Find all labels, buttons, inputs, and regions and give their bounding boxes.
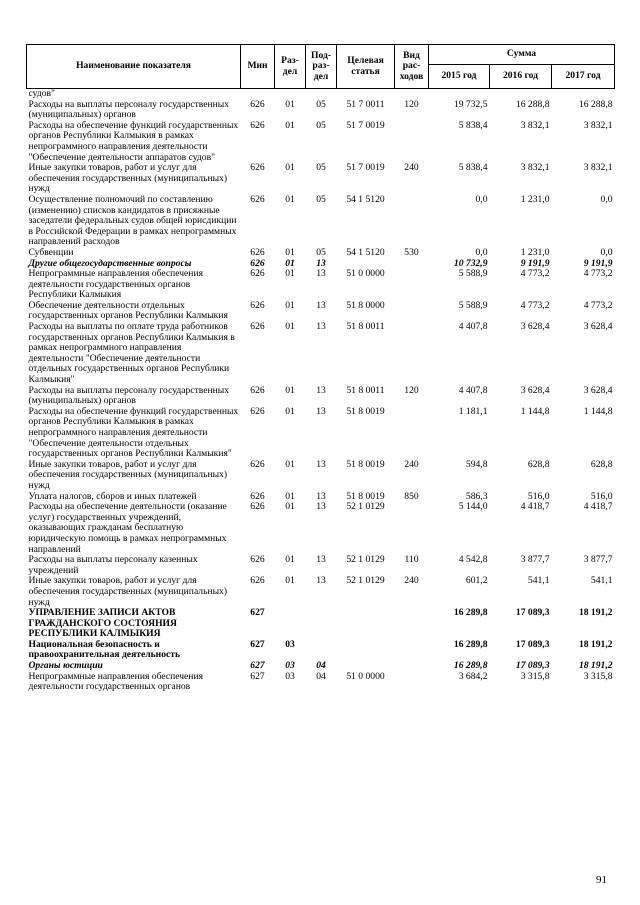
row-expense-type: 530	[404, 246, 419, 258]
row-ministry: 626	[250, 268, 265, 280]
row-sum-2017: 3 832,1	[583, 162, 613, 174]
row-sum-2016: 4 418,7	[520, 501, 550, 513]
row-target-item: 51 7 0019	[346, 162, 385, 174]
row-ministry: 626	[250, 575, 265, 587]
row-expense-type	[395, 259, 429, 270]
row-name: Уплата налогов, сборов и иных платежей	[28, 490, 197, 502]
row-sum-2016: 17 089,3	[515, 607, 550, 619]
row-expense-type	[395, 661, 429, 672]
row-sum-2017: 3 315,8	[583, 670, 613, 682]
row-ministry: 626	[250, 490, 265, 502]
row-sum-2016: 17 089,3	[515, 660, 550, 672]
row-sum-2015: 16 289,8	[453, 607, 488, 619]
row-sum-2016: 1 144,8	[520, 405, 550, 417]
row-subsection: 13	[316, 490, 326, 502]
row-name: Расходы на обеспечение функций государственных органов Республики Калмыкия в рамках непрограммного направления деятельности "Обеспечение деятельности аппаратов судов"	[28, 119, 239, 163]
table-row	[27, 608, 615, 640]
row-ministry: 626	[250, 299, 265, 311]
row-section: 01	[285, 119, 295, 131]
row-ministry: 626	[250, 98, 265, 110]
row-section: 01	[285, 246, 295, 258]
row-subsection: 05	[316, 119, 326, 131]
row-sum-2017: 516,0	[590, 490, 613, 502]
row-subsection: 04	[316, 670, 326, 682]
header-target-item: Целевая статья	[337, 45, 395, 89]
row-ministry: 626	[250, 119, 265, 131]
row-sum-2015: 16 289,8	[453, 638, 488, 650]
row-section: 01	[285, 405, 295, 417]
row-section	[275, 89, 306, 100]
budget-table	[26, 44, 615, 693]
row-target-item: 51 0 0000	[346, 670, 385, 682]
row-subsection: 05	[316, 193, 326, 205]
row-subsection: 13	[316, 268, 326, 280]
row-section: 01	[285, 268, 295, 280]
table-row	[27, 248, 615, 259]
row-sum-2016: 16 288,8	[515, 98, 550, 110]
row-sum-2016: 3 315,8	[520, 670, 550, 682]
row-sum-2015: 5 838,4	[458, 162, 488, 174]
row-section: 01	[285, 501, 295, 513]
row-sum-2015: 0,0	[475, 246, 488, 258]
row-name: Непрограммные направления обеспечения деятельности государственных органов Республики Калмыкия	[28, 268, 203, 301]
row-name: Другие общегосударственные вопросы	[28, 257, 192, 269]
row-target-item: 52 1 0129	[346, 501, 385, 513]
row-expense-type: 110	[404, 554, 419, 566]
row-ministry: 626	[250, 257, 265, 269]
row-expense-type	[395, 89, 429, 100]
header-sum: Сумма	[429, 45, 615, 65]
row-subsection	[306, 89, 337, 100]
row-sum-2016: 541,1	[527, 575, 550, 587]
row-sum-2015: 3 684,2	[458, 670, 488, 682]
row-sum-2015: 5 588,9	[458, 299, 488, 311]
row-sum-2017: 4 773,2	[583, 268, 613, 280]
table-row	[27, 269, 615, 301]
row-sum-2017: 541,1	[590, 575, 613, 587]
row-sum-2016: 3 877,7	[520, 554, 550, 566]
row-sum-2017: 9 191,9	[583, 257, 613, 269]
header-year-2016: 2016 год	[490, 65, 552, 89]
row-expense-type	[395, 502, 429, 555]
row-sum-2015: 0,0	[475, 193, 488, 205]
row-sum-2015: 10 732,9	[453, 257, 488, 269]
row-sum-2015: 1 181,1	[458, 405, 488, 417]
header-min: Мин	[241, 45, 275, 89]
row-sum-2016: 3 628,4	[520, 321, 550, 333]
row-sum-2015: 586,3	[465, 490, 488, 502]
row-expense-type: 850	[404, 490, 419, 502]
row-name: Расходы на выплаты персоналу государственных (муниципальных) органов	[28, 384, 230, 407]
row-section: 03	[285, 638, 295, 650]
row-target-item: 52 1 0129	[346, 554, 385, 566]
row-name: Расходы на выплаты по оплате труда работников государственных органов Республики Калмыкия в рамках непрограммного направления деятельности "Обеспечение деятельности отдельных государственных органов Республики Калмыкия"	[28, 321, 235, 386]
row-sum-2016: 628,8	[527, 458, 550, 470]
row-subsection: 04	[316, 660, 326, 672]
row-expense-type: 240	[404, 162, 419, 174]
row-target-item: 51 7 0019	[346, 119, 385, 131]
row-expense-type: 120	[404, 384, 419, 396]
row-section: 03	[285, 660, 295, 672]
row-sum-2016: 1 231,0	[520, 193, 550, 205]
table-row	[27, 100, 615, 121]
row-subsection: 13	[316, 405, 326, 417]
row-sum-2017: 4 773,2	[583, 299, 613, 311]
row-sum-2016: 4 773,2	[520, 299, 550, 311]
row-sum-2017: 3 628,4	[583, 321, 613, 333]
table-row	[27, 386, 615, 407]
header-podrazdel: Под- раз- дел	[306, 45, 337, 89]
row-section: 01	[285, 98, 295, 110]
row-expense-type	[395, 322, 429, 386]
row-name: Обеспечение деятельности отдельных государственных органов Республики Калмыкия	[28, 299, 228, 322]
table-row	[27, 640, 615, 661]
row-sum-2017: 4 418,7	[583, 501, 613, 513]
header-expense-type: Вид рас- ходов	[395, 45, 429, 89]
row-name: Иные закупки товаров, работ и услуг для обеспечения государственных (муниципальных) нужд	[28, 458, 228, 491]
row-section: 01	[285, 384, 295, 396]
row-ministry: 626	[250, 246, 265, 258]
row-target-item: 51 8 0011	[346, 384, 385, 396]
row-ministry: 626	[250, 458, 265, 470]
row-sum-2017: 3 832,1	[583, 119, 613, 131]
table-row	[27, 576, 615, 608]
row-ministry: 626	[250, 321, 265, 333]
row-section: 01	[285, 458, 295, 470]
table-row	[27, 301, 615, 322]
row-expense-type	[395, 301, 429, 322]
table-row	[27, 672, 615, 693]
row-section: 01	[285, 257, 295, 269]
row-section: 01	[285, 193, 295, 205]
row-target-item: 51 8 0019	[346, 405, 385, 417]
row-target-item: 51 8 0000	[346, 299, 385, 311]
row-name: Субвенции	[28, 246, 74, 258]
row-name: Иные закупки товаров, работ и услуг для обеспечения государственных (муниципальных) нужд	[28, 575, 228, 608]
row-sum-2016: 3 628,4	[520, 384, 550, 396]
row-subsection	[306, 608, 337, 640]
row-sum-2015: 5 588,9	[458, 268, 488, 280]
row-subsection: 05	[316, 162, 326, 174]
row-name: Непрограммные направления обеспечения деятельности государственных органов	[28, 670, 203, 693]
row-section: 01	[285, 299, 295, 311]
row-sum-2015: 4 407,8	[458, 321, 488, 333]
table-row	[27, 407, 615, 460]
row-sum-2015	[429, 89, 490, 100]
row-subsection: 13	[316, 321, 326, 333]
row-sum-2015: 4 542,8	[458, 554, 488, 566]
row-target-item	[337, 640, 395, 661]
row-target-item: 51 0 0000	[346, 268, 385, 280]
row-expense-type	[395, 407, 429, 460]
row-sum-2016: 516,0	[527, 490, 550, 502]
row-sum-2015: 5 838,4	[458, 119, 488, 131]
row-name: Расходы на выплаты персоналу государственных (муниципальных) органов	[28, 98, 230, 121]
row-target-item: 51 8 0019	[346, 458, 385, 470]
row-section: 03	[285, 670, 295, 682]
row-expense-type: 240	[404, 458, 419, 470]
row-sum-2015: 4 407,8	[458, 384, 488, 396]
row-target-item: 51 7 0011	[346, 98, 385, 110]
row-sum-2016: 3 832,1	[520, 119, 550, 131]
row-ministry	[241, 89, 275, 100]
table-row	[27, 89, 615, 100]
row-ministry: 627	[250, 638, 265, 650]
row-name: Расходы на обеспечение функций государственных органов Республики Калмыкия в рамках непрограммного направления деятельности "Обеспечение деятельности отдельных государственных органов Республики Калмыкия"	[28, 405, 239, 460]
row-sum-2017: 0,0	[600, 246, 613, 258]
row-name: Национальная безопасность и правоохранительная деятельность	[28, 638, 181, 661]
row-ministry: 626	[250, 193, 265, 205]
row-sum-2016: 9 191,9	[520, 257, 550, 269]
row-target-item: 51 8 0019	[346, 490, 385, 502]
row-subsection: 05	[316, 98, 326, 110]
row-sum-2016: 17 089,3	[515, 638, 550, 650]
row-subsection: 13	[316, 458, 326, 470]
row-sum-2017: 18 191,2	[578, 638, 613, 650]
row-sum-2016: 4 773,2	[520, 268, 550, 280]
row-sum-2015: 16 289,8	[453, 660, 488, 672]
row-section: 01	[285, 321, 295, 333]
row-expense-type	[395, 640, 429, 661]
row-sum-2017: 3 628,4	[583, 384, 613, 396]
row-sum-2017	[552, 89, 615, 100]
row-sum-2017: 3 877,7	[583, 554, 613, 566]
row-sum-2015: 594,8	[465, 458, 488, 470]
row-name: Органы юстиции	[28, 660, 103, 672]
row-subsection: 13	[316, 257, 326, 269]
row-sum-2015: 5 144,0	[458, 501, 488, 513]
header-year-2015: 2015 год	[429, 65, 490, 89]
row-name: Расходы на обеспечение деятельности (оказание услуг) государственных учреждений, оказывающих гражданам бесплатную юридическую помощь в рамках непрограммных направлений	[28, 501, 227, 555]
row-sum-2016: 3 832,1	[520, 162, 550, 174]
row-name: Иные закупки товаров, работ и услуг для обеспечения государственных (муниципальных) нужд	[28, 162, 228, 195]
table-row	[27, 195, 615, 248]
row-target-item: 54 1 5120	[346, 193, 385, 205]
row-expense-type	[395, 121, 429, 163]
row-sum-2017: 1 144,8	[583, 405, 613, 417]
row-ministry: 626	[250, 384, 265, 396]
row-name: судов"	[28, 88, 55, 99]
row-expense-type: 120	[404, 98, 419, 110]
row-expense-type	[395, 269, 429, 301]
header-year-2017: 2017 год	[552, 65, 615, 89]
page-number: 91	[596, 874, 607, 886]
table-row	[27, 555, 615, 576]
table-row	[27, 502, 615, 555]
row-target-item: 51 8 0011	[346, 321, 385, 333]
row-ministry: 627	[250, 660, 265, 672]
row-section: 01	[285, 575, 295, 587]
row-sum-2017: 18 191,2	[578, 607, 613, 619]
row-sum-2015: 19 732,5	[453, 98, 488, 110]
row-name: УПРАВЛЕНИЕ ЗАПИСИ АКТОВ ГРАЖДАНСКОГО СОСТОЯНИЯ РЕСПУБЛИКИ КАЛМЫКИЯ	[28, 607, 177, 640]
row-expense-type	[395, 195, 429, 248]
row-expense-type: 240	[404, 575, 419, 587]
row-ministry: 626	[250, 554, 265, 566]
row-subsection: 13	[316, 384, 326, 396]
row-section	[275, 608, 306, 640]
header-name: Наименование показателя	[27, 45, 241, 89]
row-ministry: 626	[250, 162, 265, 174]
row-expense-type	[395, 672, 429, 693]
row-sum-2017: 16 288,8	[578, 98, 613, 110]
row-sum-2015: 601,2	[465, 575, 488, 587]
row-sum-2016	[490, 89, 552, 100]
row-target-item	[337, 608, 395, 640]
row-ministry: 626	[250, 501, 265, 513]
row-ministry: 627	[250, 607, 265, 619]
row-name: Расходы на выплаты персоналу казенных учреждений	[28, 554, 198, 576]
row-subsection	[306, 640, 337, 661]
row-target-item: 54 1 5120	[346, 246, 385, 258]
row-target-item	[337, 89, 395, 100]
row-subsection: 05	[316, 246, 326, 258]
row-target-item: 52 1 0129	[346, 575, 385, 587]
row-section: 01	[285, 554, 295, 566]
row-subsection: 13	[316, 554, 326, 566]
row-subsection: 13	[316, 575, 326, 587]
table-row	[27, 460, 615, 492]
table-row	[27, 163, 615, 195]
row-ministry: 626	[250, 405, 265, 417]
row-subsection: 13	[316, 501, 326, 513]
row-sum-2017: 0,0	[600, 193, 613, 205]
row-name: Осуществление полномочий по составлению (изменению) списков кандидатов в присяжные заседатели федеральных судов общей юрисдикции в Российской Федерации в рамках непрограммных направлений расходов	[28, 193, 237, 248]
row-subsection: 13	[316, 299, 326, 311]
row-sum-2016: 1 231,0	[520, 246, 550, 258]
table-row	[27, 121, 615, 163]
row-sum-2017: 18 191,2	[578, 660, 613, 672]
header-razdel: Раз- дел	[275, 45, 306, 89]
row-expense-type	[395, 608, 429, 640]
row-ministry: 627	[250, 670, 265, 682]
row-section: 01	[285, 162, 295, 174]
row-section: 01	[285, 490, 295, 502]
table-row	[27, 322, 615, 386]
row-sum-2017: 628,8	[590, 458, 613, 470]
